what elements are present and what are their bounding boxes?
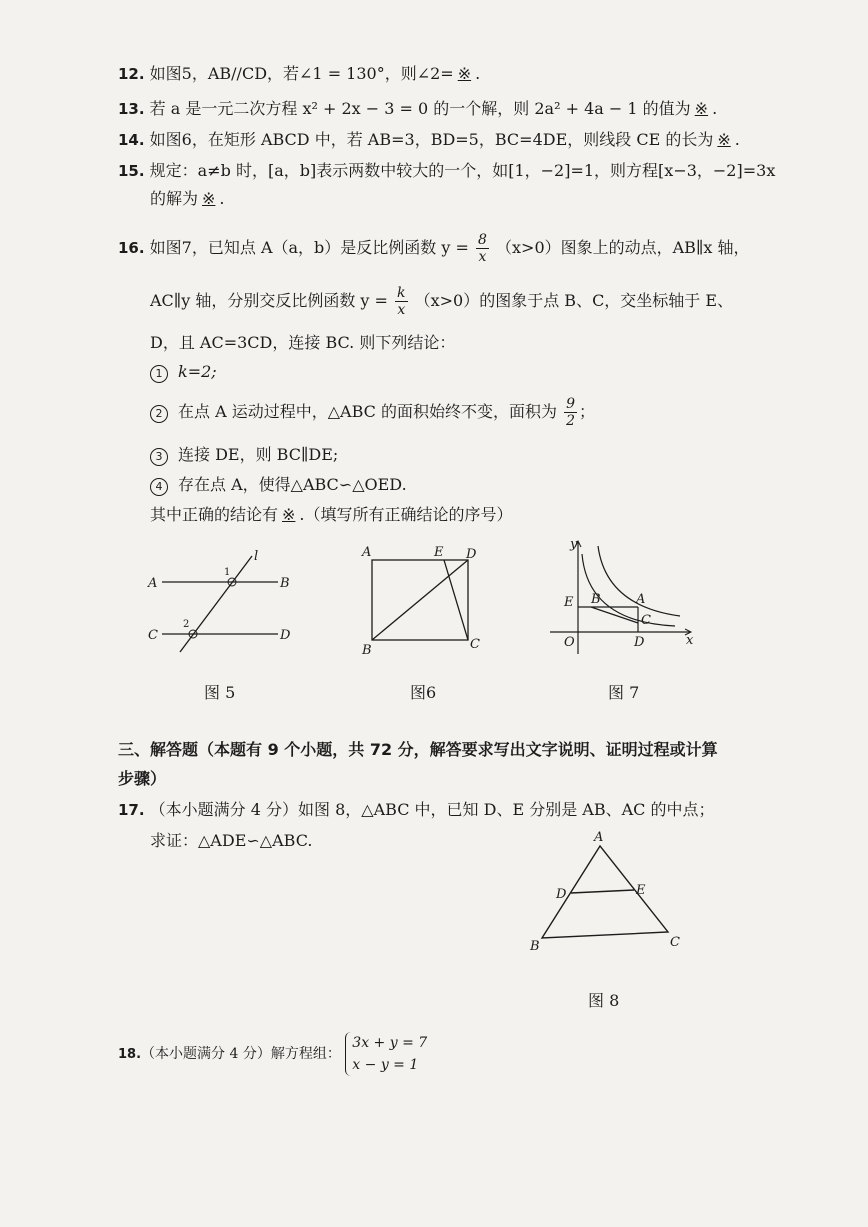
question-text: 若 a 是一元二次方程 x² + 2x − 3 = 0 的一个解，则 2a² + 4a − 1 的值为: [149, 99, 691, 118]
question-text: （x>0）图象上的动点，AB∥x 轴，: [496, 238, 750, 257]
answer-blank: ※: [694, 99, 709, 118]
diagonal-bd: [372, 560, 468, 640]
label-a: A: [636, 592, 646, 607]
question-17: [118, 799, 715, 821]
question-number: 16.: [118, 239, 145, 257]
question-text: （本小题满分 4 分）解方程组：: [141, 1046, 341, 1062]
fraction-denominator: x: [397, 302, 406, 318]
label-e: E: [434, 545, 444, 560]
question-text: 如图7，已知点 A（a，b）是反比例函数 y =: [149, 238, 469, 257]
equation-system: [345, 1032, 427, 1076]
answer-blank: ※: [202, 189, 216, 208]
segment-ce: [444, 560, 468, 640]
question-text: （x>0）的图象于点 B、C，交坐标轴于 E、: [414, 291, 734, 310]
label-angle-2: 2: [183, 619, 190, 630]
label-a: A: [594, 830, 604, 845]
curve-y-k-over-x: [582, 554, 675, 626]
question-16: [118, 228, 749, 268]
punct: .: [219, 189, 225, 208]
fraction-denominator: 2: [566, 413, 575, 429]
option-text: 在点 A 运动过程中，△ABC 的面积始终不变，面积为: [178, 402, 557, 421]
option-marker: 1: [150, 365, 168, 383]
punct: .: [712, 99, 718, 118]
question-text: .（填写所有正确结论的序号）: [299, 505, 513, 524]
label-y: y: [570, 537, 578, 552]
label-b: B: [280, 576, 290, 591]
equation-2: x − y = 1: [352, 1057, 419, 1073]
figure-6-caption: 图6: [410, 683, 437, 702]
figure-6: [356, 540, 490, 658]
question-13: [118, 98, 717, 120]
label-x: x: [686, 633, 694, 648]
label-b: B: [530, 939, 540, 954]
option-text: k=2;: [178, 362, 217, 381]
question-15: [118, 160, 775, 182]
fraction: [395, 285, 407, 318]
segment-de: [571, 890, 634, 893]
question-text: AC∥y 轴，分别交反比例函数 y =: [150, 291, 388, 310]
fraction-numerator: 8: [478, 232, 487, 248]
label-c: C: [470, 637, 480, 652]
segment-bc: [591, 607, 638, 623]
option-4: [150, 474, 407, 496]
question-number: 14.: [118, 131, 145, 149]
label-c: C: [148, 628, 158, 643]
fraction-numerator: 9: [566, 396, 575, 412]
option-3: [150, 444, 338, 466]
question-number: 15.: [118, 162, 145, 180]
option-marker: 4: [150, 478, 168, 496]
figure-5: [140, 548, 300, 658]
figure-8: [526, 828, 686, 956]
question-text: 规定：a≠b 时，[a，b]表示两数中较大的一个，如[1，−2]=1，则方程[x−3，−2]=3x: [149, 161, 776, 180]
question-text: 的解为: [150, 189, 199, 208]
figure-7: [540, 536, 700, 660]
label-b: B: [591, 592, 601, 607]
question-number: 13.: [118, 100, 145, 118]
option-marker: 2: [150, 405, 168, 423]
question-16-line3: [150, 332, 455, 354]
question-text: 如图6，在矩形 ABCD 中，若 AB=3，BD=5，BC=4DE，则线段 CE 的长为: [149, 130, 714, 149]
label-c: C: [670, 935, 680, 950]
label-d: D: [280, 628, 291, 643]
punct: .: [475, 64, 481, 83]
fraction-denominator: x: [478, 249, 487, 265]
fraction-numerator: k: [397, 285, 406, 301]
option-2: [150, 392, 595, 432]
label-b: B: [362, 643, 372, 658]
equation-1: 3x + y = 7: [352, 1035, 428, 1051]
label-l: l: [254, 549, 259, 564]
label-d: D: [634, 635, 645, 650]
label-d: D: [466, 547, 477, 562]
punct: ；: [579, 402, 596, 421]
section-3-heading: 三、解答题（本题有 9 个小题，共 72 分，解答要求写出文字说明、证明过程或计算: [118, 740, 718, 759]
question-15-line2: [150, 188, 225, 210]
question-16-end: [150, 504, 513, 526]
question-text: D，且 AC=3CD，连接 BC. 则下列结论：: [150, 333, 456, 352]
option-text: 存在点 A，使得△ABC∽△OED.: [178, 475, 407, 494]
section-3-heading-cont: 步骤）: [118, 769, 167, 788]
fraction: [476, 232, 489, 265]
answer-blank: ※: [457, 64, 472, 83]
question-number: 18.: [118, 1047, 142, 1062]
figure-7-caption: 图 7: [608, 683, 640, 702]
figure-5-caption: 图 5: [204, 683, 236, 702]
option-marker: 3: [150, 448, 168, 466]
option-text: 连接 DE，则 BC∥DE;: [178, 445, 339, 464]
question-16-line2: [150, 281, 733, 321]
question-18: [118, 1030, 427, 1079]
question-14: [118, 129, 740, 151]
question-17-line2: 求证：△ADE∽△ABC.: [150, 831, 313, 850]
label-o: O: [564, 635, 575, 650]
label-c: C: [641, 613, 651, 628]
figure-8-caption: 图 8: [588, 991, 620, 1010]
label-angle-1: 1: [224, 567, 231, 578]
label-a: A: [148, 576, 158, 591]
label-d: D: [556, 887, 567, 902]
question-12: [118, 63, 480, 85]
question-text: （本小题满分 4 分）如图 8，△ABC 中，已知 D、E 分别是 AB、AC 的中点；: [149, 800, 715, 819]
punct: .: [734, 130, 740, 149]
label-e: E: [636, 883, 646, 898]
question-text: 其中正确的结论有: [150, 505, 279, 524]
answer-blank: ※: [282, 505, 296, 524]
label-e: E: [564, 595, 574, 610]
option-1: [150, 361, 217, 383]
label-a: A: [362, 545, 372, 560]
question-text: 如图5，AB//CD，若∠1 = 130°，则∠2=: [149, 64, 454, 83]
answer-blank: ※: [717, 130, 731, 149]
fraction: [564, 396, 577, 429]
question-number: 17.: [118, 801, 145, 819]
question-number: 12.: [118, 65, 145, 83]
